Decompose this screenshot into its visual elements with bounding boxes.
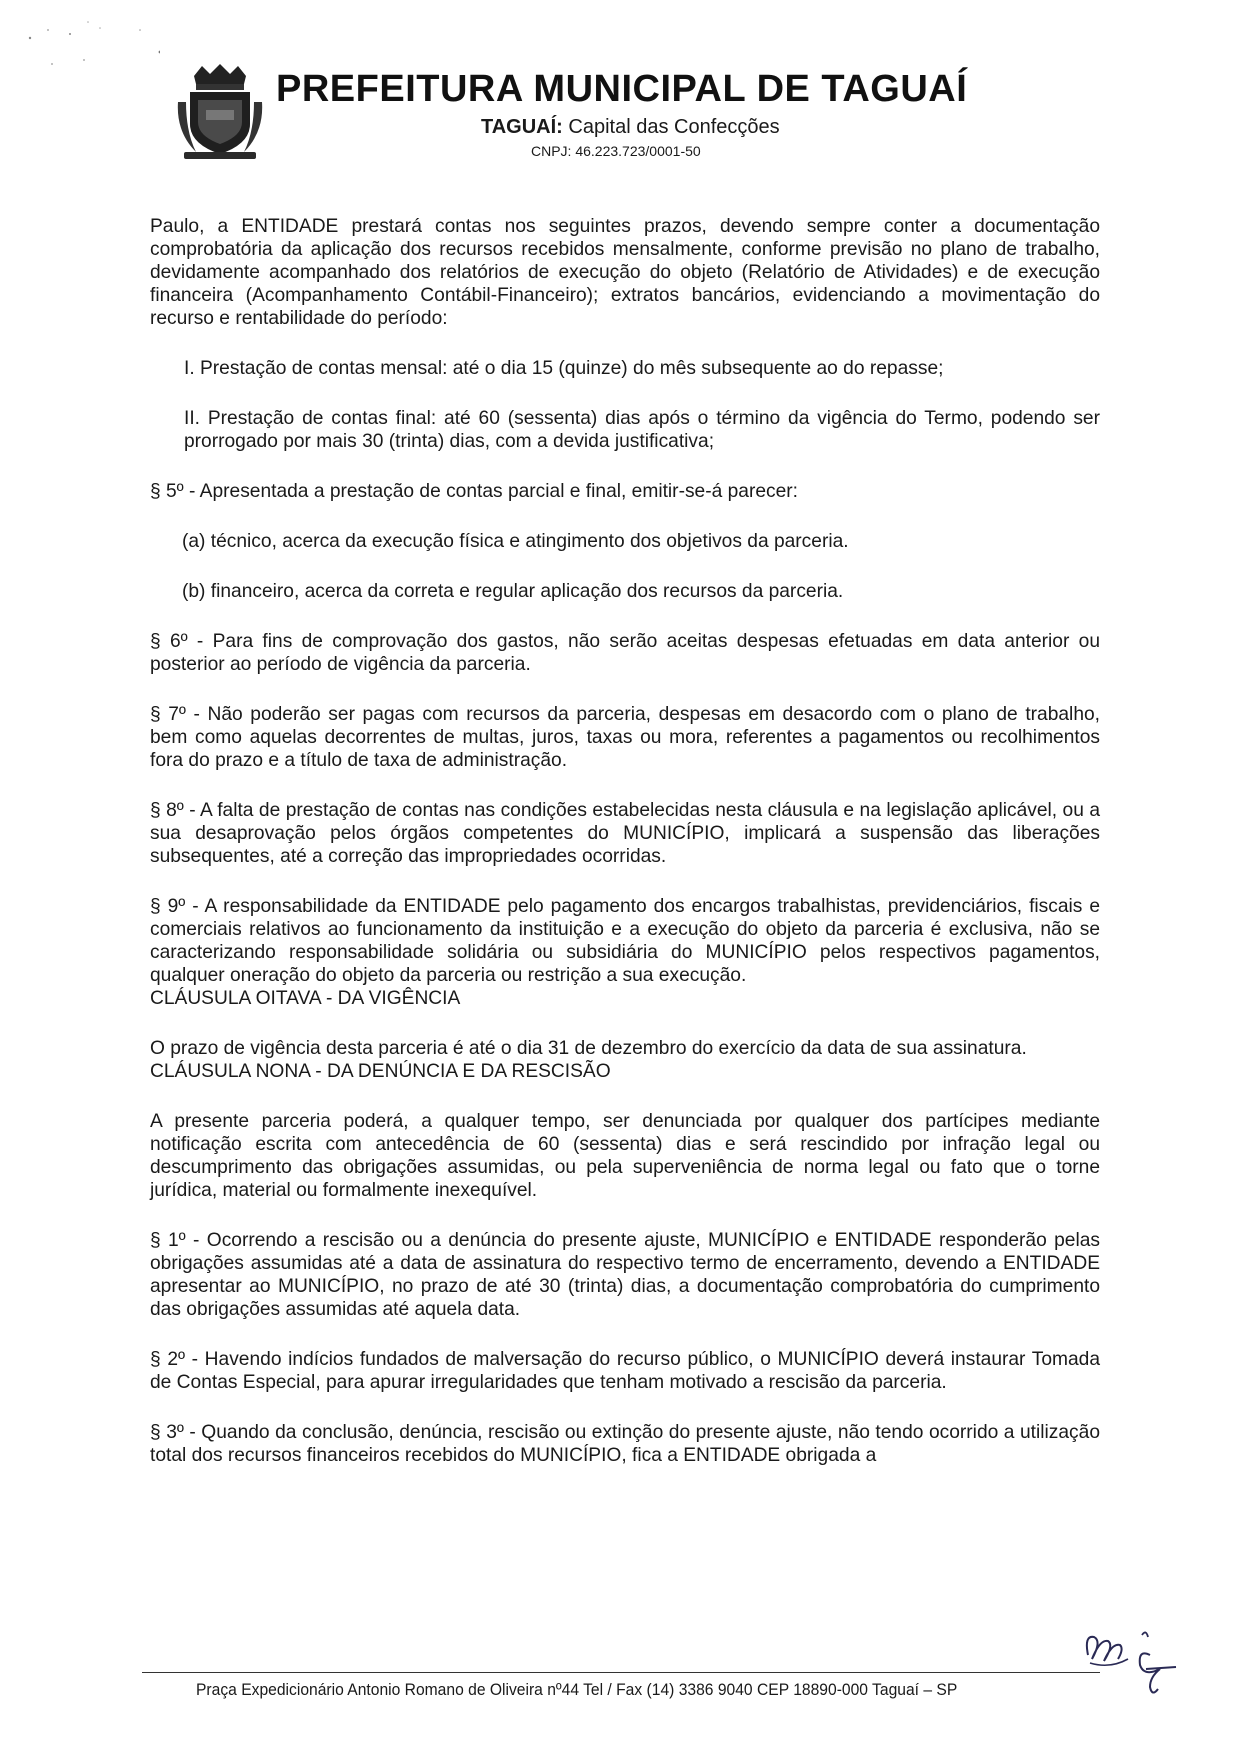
cnpj: CNPJ: 46.223.723/0001-50 (531, 143, 701, 159)
subtitle-slogan: Capital das Confecções (562, 116, 780, 138)
clause-8-heading: CLÁUSULA OITAVA - DA VIGÊNCIA (150, 988, 461, 1009)
list-item-i: I. Prestação de contas mensal: até o dia 15 (quinze) do mês subsequente ao do repasse; (184, 358, 944, 379)
clause-8-text: O prazo de vigência desta parceria é até o dia 31 de dezembro do exercício da data de sua assinatura. (150, 1038, 1027, 1059)
subtitle-city: TAGUAÍ: (481, 116, 563, 138)
letterhead (176, 62, 1076, 172)
footer-address: Praça Expedicionário Antonio Romano de Oliveira nº44 Tel / Fax (14) 3386 9040 CEP 18890-000 Taguaí – SP (196, 1680, 958, 1699)
clause-9-paragraph-1: § 1º - Ocorrendo a rescisão ou a denúncia do presente ajuste, MUNICÍPIO e ENTIDADE responderão pelas obrigações assumidas até a data de assinatura do respectivo termo de encerramento, devendo a ENTIDADE apresentar ao MUNICÍPIO, no prazo de até 30 (trinta) dias, a documentação comprobatória do cumprimento das obrigações assumidas até aquela data. (150, 1230, 1100, 1320)
clause-9-paragraph-2: § 2º - Havendo indícios fundados de malversação do recurso público, o MUNICÍPIO deverá instaurar Tomada de Contas Especial, para apurar irregularidades que tenham motivado a rescisão da parceria. (150, 1349, 1100, 1393)
paragraph-6: § 6º - Para fins de comprovação dos gastos, não serão aceitas despesas efetuadas em data anterior ou posterior ao período de vigência da parceria. (150, 631, 1100, 675)
clause-9-text: A presente parceria poderá, a qualquer tempo, ser denunciada por qualquer dos partícipes mediante notificação escrita com antecedência de 60 (sessenta) dias e será rescindido por infração legal ou descumprimento das obrigações assumidas, ou pela superveniência de norma legal ou fato que o torne jurídica, material ou formalmente inexequível. (150, 1111, 1100, 1201)
list-item-a: (a) técnico, acerca da execução física e atingimento dos objetivos da parceria. (182, 531, 849, 552)
coat-of-arms-icon (176, 62, 264, 162)
list-item-b: (b) financeiro, acerca da correta e regular aplicação dos recursos da parceria. (182, 581, 844, 602)
paragraph-9: § 9º - A responsabilidade da ENTIDADE pelo pagamento dos encargos trabalhistas, previdenciários, fiscais e comerciais relativos ao funcionamento da instituição e a execução do objeto da parceria é exclusiva, não se caracterizando responsabilidade solidária ou subsidiária do MUNICÍPIO pelos respectivos pagamentos, qualquer oneração do objeto da parceria ou restrição a sua execução. (150, 896, 1100, 986)
scan-specks (0, 0, 160, 80)
paragraph-5: § 5º - Apresentada a prestação de contas parcial e final, emitir-se-á parecer: (150, 481, 798, 502)
list-item-ii: II. Prestação de contas final: até 60 (sessenta) dias após o término da vigência do Termo, podendo ser prorrogado por mais 30 (trinta) dias, com a devida justificativa; (184, 408, 1100, 452)
clause-9-paragraph-3: § 3º - Quando da conclusão, denúncia, rescisão ou extinção do presente ajuste, não tendo ocorrido a utilização total dos recursos financeiros recebidos do MUNICÍPIO, fica a ENTIDADE obrigada a (150, 1422, 1100, 1466)
handwritten-initials (1080, 1615, 1190, 1705)
subtitle (481, 116, 780, 139)
paragraph-8: § 8º - A falta de prestação de contas nas condições estabelecidas nesta cláusula e na legislação aplicável, ou a sua desaprovação pelos órgãos competentes do MUNICÍPIO, implicará a suspensão das liberações subsequentes, até a correção das impropriedades ocorridas. (150, 800, 1100, 867)
page-title: PREFEITURA MUNICIPAL DE TAGUAÍ (276, 68, 968, 110)
document-body (150, 215, 1100, 1467)
paragraph-7: § 7º - Não poderão ser pagas com recursos da parceria, despesas em desacordo com o plano de trabalho, bem como aquelas decorrentes de multas, juros, taxas ou mora, referentes a pagamentos ou recolhimentos fora do prazo e a título de taxa de administração. (150, 704, 1100, 771)
clause-9-heading: CLÁUSULA NONA - DA DENÚNCIA E DA RESCISÃO (150, 1061, 611, 1082)
footer-divider (142, 1672, 1100, 1673)
intro-paragraph: Paulo, a ENTIDADE prestará contas nos seguintes prazos, devendo sempre conter a documentação comprobatória da aplicação dos recursos recebidos mensalmente, conforme previsão no plano de trabalho, devidamente acompanhado dos relatórios de execução do objeto (Relatório de Atividades) e de execução financeira (Acompanhamento Contábil-Financeiro); extratos bancários, evidenciando a movimentação do recurso e rentabilidade do período: (150, 216, 1100, 329)
